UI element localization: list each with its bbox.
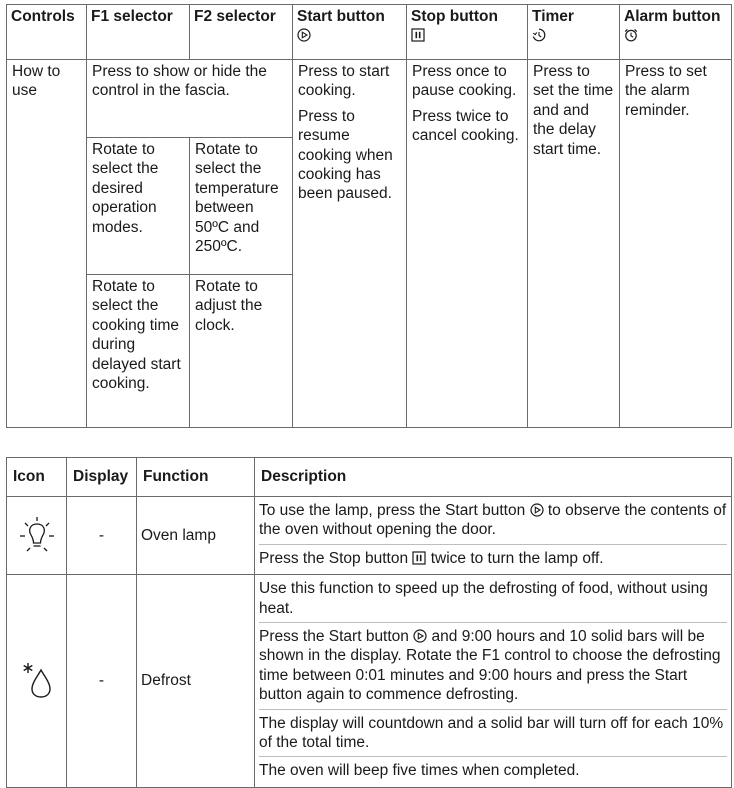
description-paragraph: The oven will beep five times when completed. bbox=[259, 756, 727, 784]
start-button-cell bbox=[293, 60, 407, 428]
defrost-icon bbox=[17, 660, 57, 702]
alarm-cell: Press to set the alarm reminder. bbox=[620, 60, 732, 428]
header-display: Display bbox=[67, 458, 137, 497]
f1-cooking-time-cell: Rotate to select the cooking time during delayed start cooking. bbox=[87, 275, 190, 428]
start-text-2: Press to resume cooking when cooking has been paused. bbox=[298, 107, 393, 203]
alarm-clock-icon bbox=[624, 28, 638, 42]
pause-square-icon bbox=[411, 28, 425, 42]
timer-icon bbox=[532, 28, 546, 42]
description-cell bbox=[255, 575, 732, 788]
stop-text-2: Press twice to cancel cooking. bbox=[412, 107, 519, 145]
description-paragraph: To use the lamp, press the Start button to observe the contents of the oven without opening the door. bbox=[259, 502, 727, 539]
header-description: Description bbox=[255, 458, 732, 497]
display-cell: - bbox=[67, 497, 137, 575]
icon-cell bbox=[7, 497, 67, 575]
header-alarm-button: Alarm button bbox=[620, 5, 732, 60]
description-paragraph: Use this function to speed up the defrosting of food, without using heat. bbox=[259, 580, 708, 617]
header-start-button: Start button bbox=[293, 5, 407, 60]
row-label-how-to-use: How to use bbox=[7, 60, 87, 428]
functions-table bbox=[6, 457, 732, 788]
display-cell: - bbox=[67, 575, 137, 788]
header-function: Function bbox=[137, 458, 255, 497]
table-row bbox=[7, 575, 732, 788]
description-cell bbox=[255, 497, 732, 575]
icon-cell bbox=[7, 575, 67, 788]
controls-table bbox=[6, 4, 732, 428]
header-f1-selector: F1 selector bbox=[87, 5, 190, 60]
f1-f2-show-hide-cell: Press to show or hide the control in the fascia. bbox=[87, 60, 293, 138]
play-circle-icon bbox=[530, 503, 544, 517]
table-row bbox=[7, 497, 732, 575]
description-paragraph: The display will countdown and a solid bar will turn off for each 10% of the total time. bbox=[259, 709, 727, 757]
start-text-1: Press to start cooking. bbox=[298, 63, 390, 100]
lamp-icon bbox=[17, 515, 57, 557]
f1-modes-cell: Rotate to select the desired operation modes. bbox=[87, 138, 190, 275]
header-icon: Icon bbox=[7, 458, 67, 497]
f2-clock-cell: Rotate to adjust the clock. bbox=[190, 275, 293, 428]
stop-button-cell bbox=[407, 60, 528, 428]
timer-cell: Press to set the time and and the delay start time. bbox=[528, 60, 620, 428]
function-cell: Defrost bbox=[137, 575, 255, 788]
description-paragraph: Press the Start button and 9:00 hours and 10 solid bars will be shown in the display. Rotate the F1 control to choose the defrosting time between 0:01 minutes and 9:00 hours and press the Start button again to commence defrosting. bbox=[259, 622, 727, 709]
header-f2-selector: F2 selector bbox=[190, 5, 293, 60]
pause-square-icon bbox=[412, 551, 426, 565]
play-circle-icon bbox=[297, 28, 311, 42]
header-controls: Controls bbox=[7, 5, 87, 60]
header-timer: Timer bbox=[528, 5, 620, 60]
description-paragraph: Press the Stop button twice to turn the lamp off. bbox=[259, 544, 727, 572]
play-circle-icon bbox=[413, 629, 427, 643]
function-cell: Oven lamp bbox=[137, 497, 255, 575]
header-stop-button: Stop button bbox=[407, 5, 528, 60]
stop-text-1: Press once to pause cooking. bbox=[412, 63, 517, 100]
f2-temperature-cell: Rotate to select the temperature between 50ºC and 250ºC. bbox=[190, 138, 293, 275]
